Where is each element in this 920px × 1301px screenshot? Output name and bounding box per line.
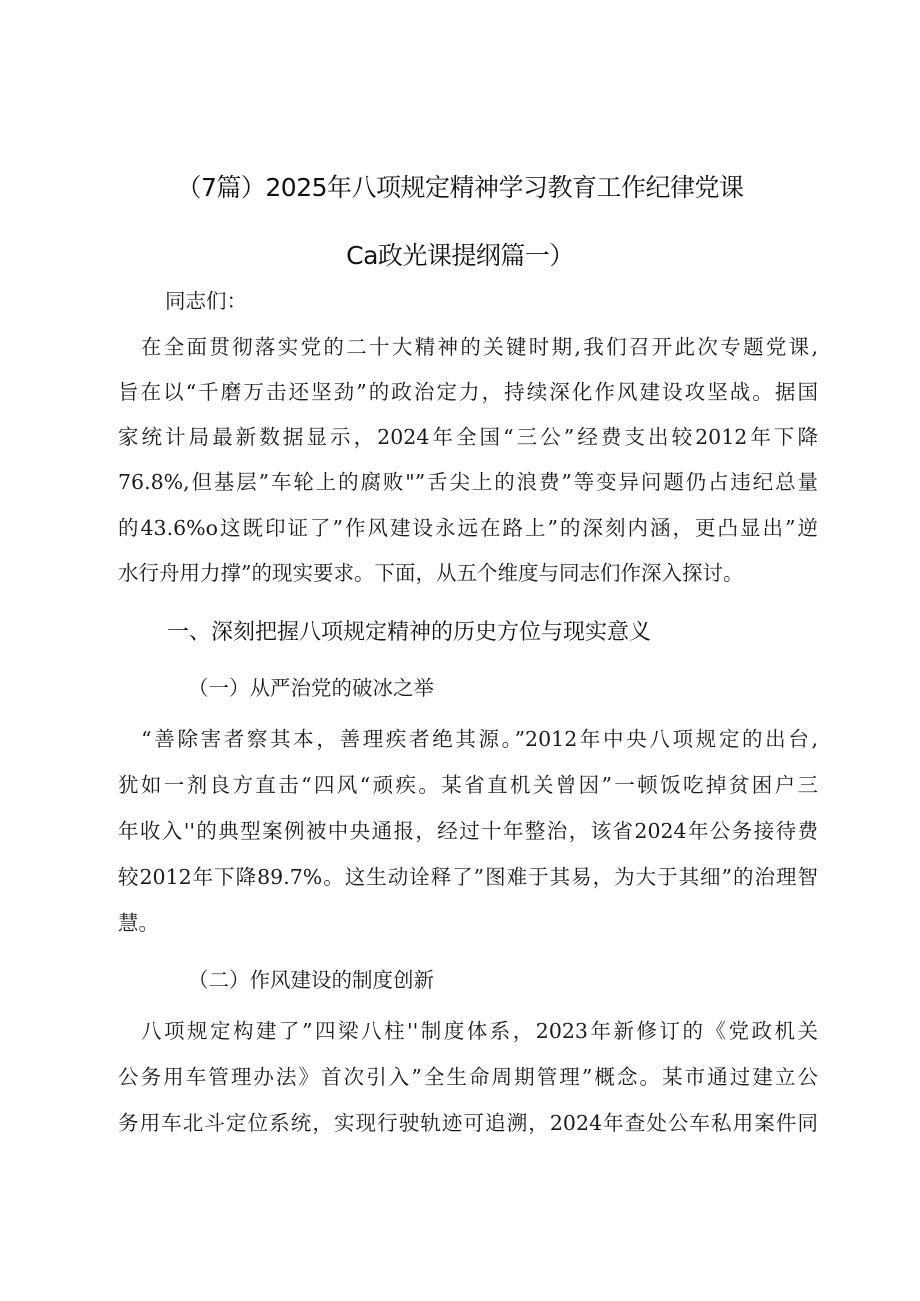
- intro-line: 的43.6%o这既印证了”作风建设永远在路上”的深刻内涵，更凸显出”逆: [118, 516, 818, 540]
- document-title-line-1: （7篇）2025年八项规定精神学习教育工作纪律党课: [176, 173, 744, 202]
- intro-line: 旨在以“千磨万击还坚劲”的政治定力，持续深化作风建设攻坚战。据国: [118, 380, 818, 404]
- intro-line: 在全面贯彻落实党的二十大精神的关键时期,我们召开此次专题党课,: [118, 335, 818, 359]
- paragraph-line: 犹如一剂良方直击“四风“顽疾。某省直机关曾因”一顿饭吃掉贫困户三: [118, 773, 818, 797]
- intro-line: 76.8%,但基层”车轮上的腐败"”舌尖上的浪费”等变异问题仍占违纪总量: [118, 470, 818, 494]
- paragraph-line: 八项规定构建了”四梁八柱''制度体系，2023年新修订的《党政机关: [118, 1019, 818, 1043]
- paragraph-line: 务用车北斗定位系统，实现行驶轨迹可追溯，2024年查处公车私用案件同: [118, 1111, 818, 1135]
- section-1-heading: 一、深刻把握八项规定精神的历史方位与现实意义: [167, 620, 652, 645]
- subsection-2-heading: （二）作风建设的制度创新: [188, 968, 434, 992]
- paragraph-line: 公务用车管理办法》首次引入”全生命周期管理”概念。某市通过建立公: [118, 1065, 818, 1089]
- intro-line: 家统计局最新数据显示，2024年全国“三公”经费支出较2012年下降: [118, 425, 818, 449]
- paragraph-line: 较2012年下降89.7%。这生动诠释了”图难于其易，为大于其细”的治理智: [118, 865, 818, 889]
- paragraph-line: “善除害者察其本，善理疾者绝其源。”2012年中央八项规定的出台,: [118, 727, 818, 751]
- document-title-line-2: Ca政光课提纲篇一）: [346, 241, 574, 270]
- greeting: 同志们：: [165, 289, 247, 313]
- intro-line: 水行舟用力撑”的现实要求。下面，从五个维度与同志们作深入探讨。: [118, 561, 744, 585]
- paragraph-line: 慧。: [118, 911, 159, 935]
- subsection-1-heading: （一）从严治党的破冰之举: [188, 676, 434, 700]
- paragraph-line: 年收入''的典型案例被中央通报，经过十年整治，该省2024年公务接待费: [118, 819, 818, 843]
